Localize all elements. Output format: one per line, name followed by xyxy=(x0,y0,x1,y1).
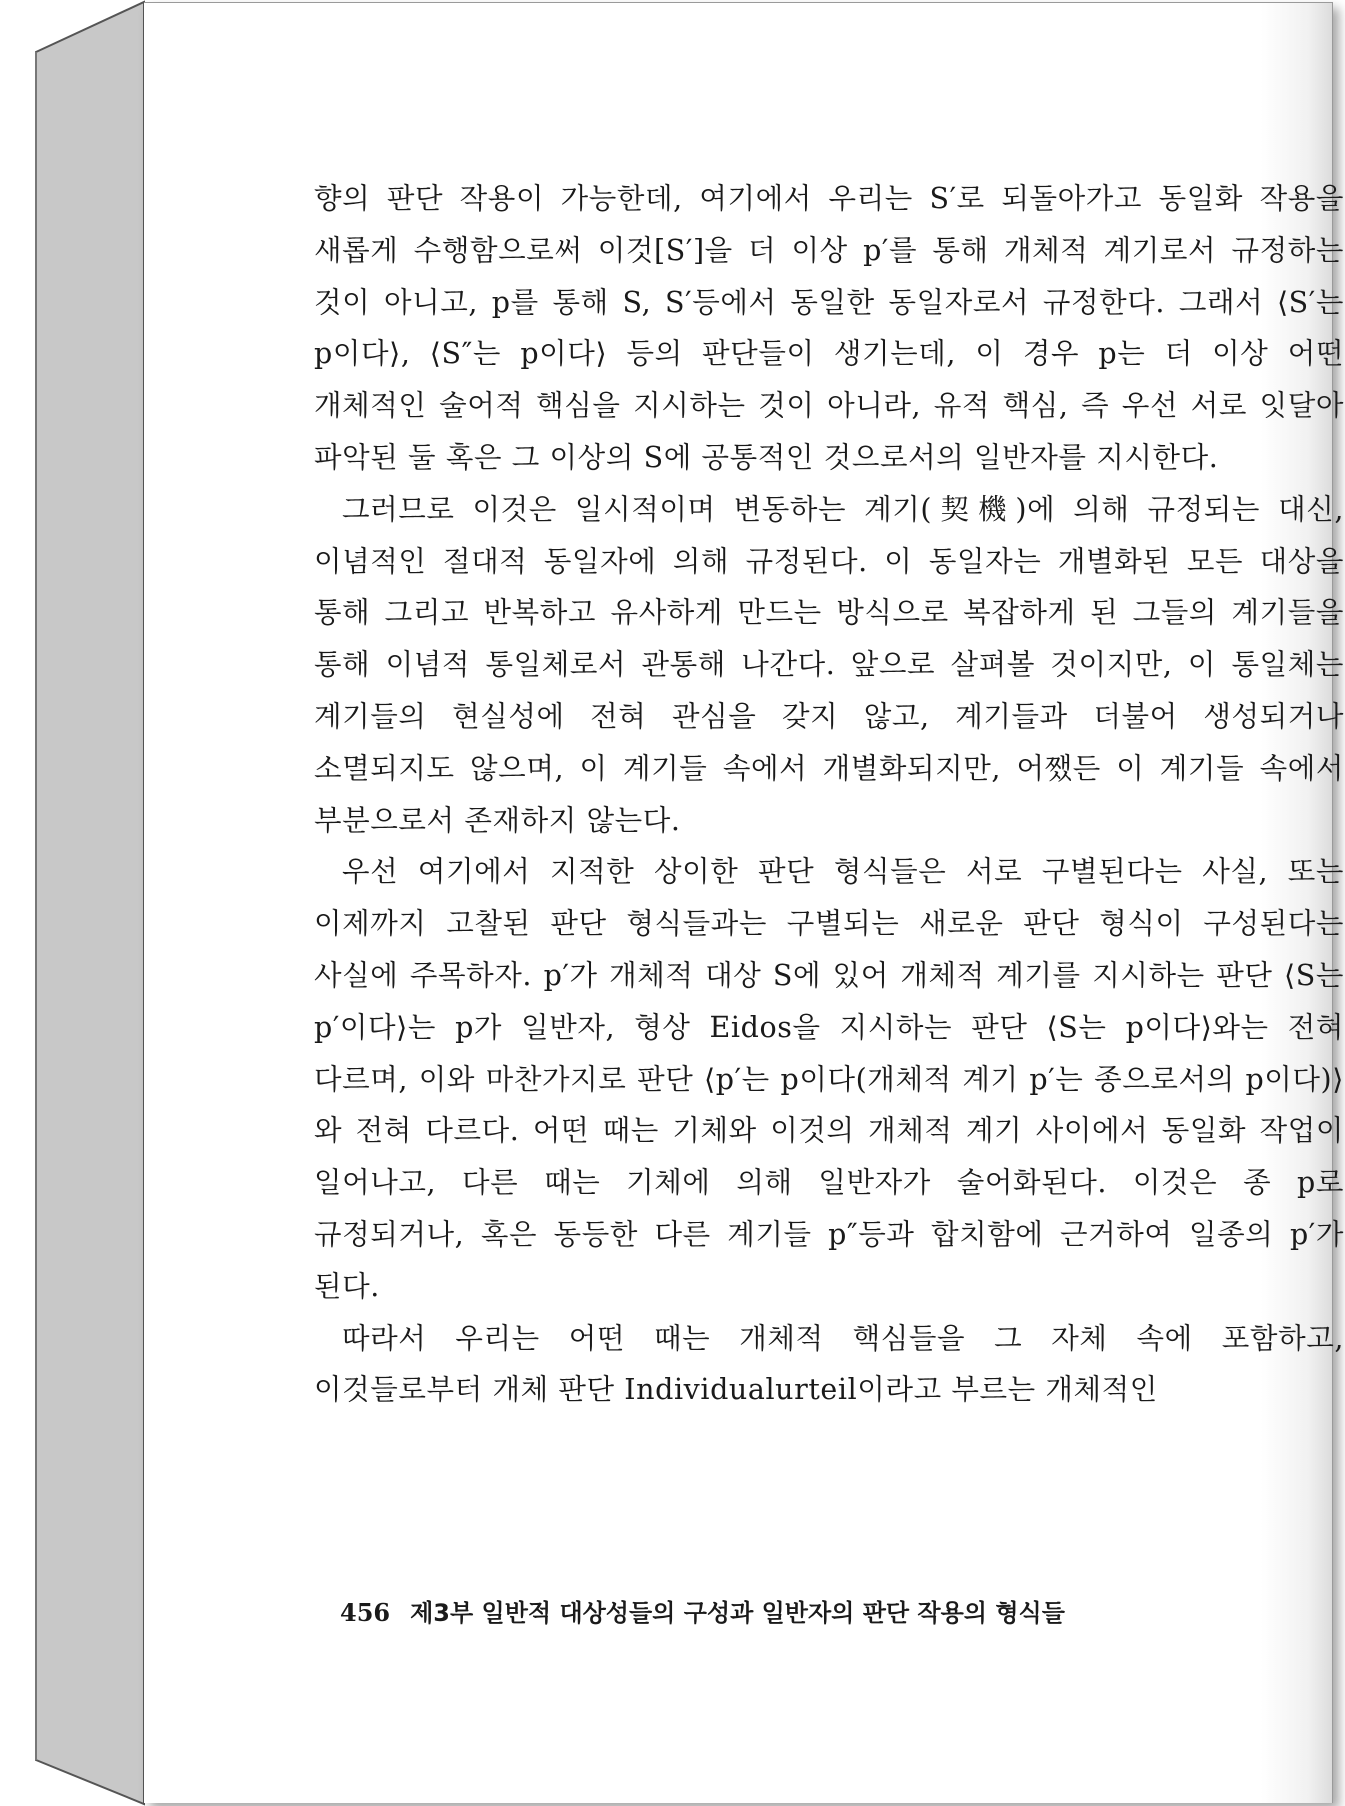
book-spine xyxy=(0,0,150,1806)
body-text xyxy=(314,173,1344,1563)
book-page xyxy=(144,2,1344,1803)
paragraph: 향의 판단 작용이 가능한데, 여기에서 우리는 S′로 되돌아가고 동일화 작용을 새롭게 수행함으로써 이것[S′]을 더 이상 p′를 통해 개체적 계기로서 규정하는 것이 아니고, p를 통해 S, S′등에서 동일한 동일자로서 규정한다. 그래서 ⟨S′는 p이다⟩, ⟨S″는 p이다⟩ 등의 판단들이 생기는데, 이 경우 p는 더 이상 어떤 개체적인 술어적 핵심을 지시하는 것이 아니라, 유적 핵심, 즉 우선 서로 잇달아 파악된 둘 혹은 그 이상의 S에 공통적인 것으로서의 일반자를 지시한다. xyxy=(314,182,1344,474)
paragraph: 그러므로 이것은 일시적이며 변동하는 계기(契機)에 의해 규정되는 대신, 이념적인 절대적 동일자에 의해 규정된다. 이 동일자는 개별화된 모든 대상을 통해 그리고 반복하고 유사하게 만드는 방식으로 복잡하게 된 그들의 계기들을 통해 이념적 통일체로서 관통해 나간다. 앞으로 살펴볼 것이지만, 이 통일체는 계기들의 현실성에 전혀 관심을 갖지 않고, 계기들과 더불어 생성되거나 소멸되지도 않으며, 이 계기들 속에서 개별화되지만, 어쨌든 이 계기들 속에서 부분으로서 존재하지 않는다. xyxy=(314,492,1344,837)
page-footer xyxy=(340,1593,1240,1627)
page-number: 456 xyxy=(340,1598,391,1627)
running-title: 제3부 일반적 대상성들의 구성과 일반자의 판단 작용의 형식들 xyxy=(410,1599,1065,1627)
paragraph: 따라서 우리는 어떤 때는 개체적 핵심들을 그 자체 속에 포함하고, 이것들로부터 개체 판단 Individualurteil이라고 부르는 개체적인 xyxy=(314,1321,1344,1407)
paragraph: 우선 여기에서 지적한 상이한 판단 형식들은 서로 구별된다는 사실, 또는 이제까지 고찰된 판단 형식들과는 구별되는 새로운 판단 형식이 구성된다는 사실에 주목하자. p′가 개체적 대상 S에 있어 개체적 계기를 지시하는 판단 ⟨S는 p′이다⟩는 p가 일반자, 형상 Eidos을 지시하는 판단 ⟨S는 p이다⟩와는 전혀 다르며, 이와 마찬가지로 판단 ⟨p′는 p이다(개체적 계기 p′는 종으로서의 p이다)⟩와 전혀 다르다. 어떤 때는 기체와 이것의 개체적 계기 사이에서 동일화 작업이 일어나고, 다른 때는 기체에 의해 일반자가 술어화된다. 이것은 종 p로 규정되거나, 혹은 동등한 다른 계기들 p″등과 합치함에 근거하여 일종의 p′가 된다. xyxy=(314,855,1344,1303)
